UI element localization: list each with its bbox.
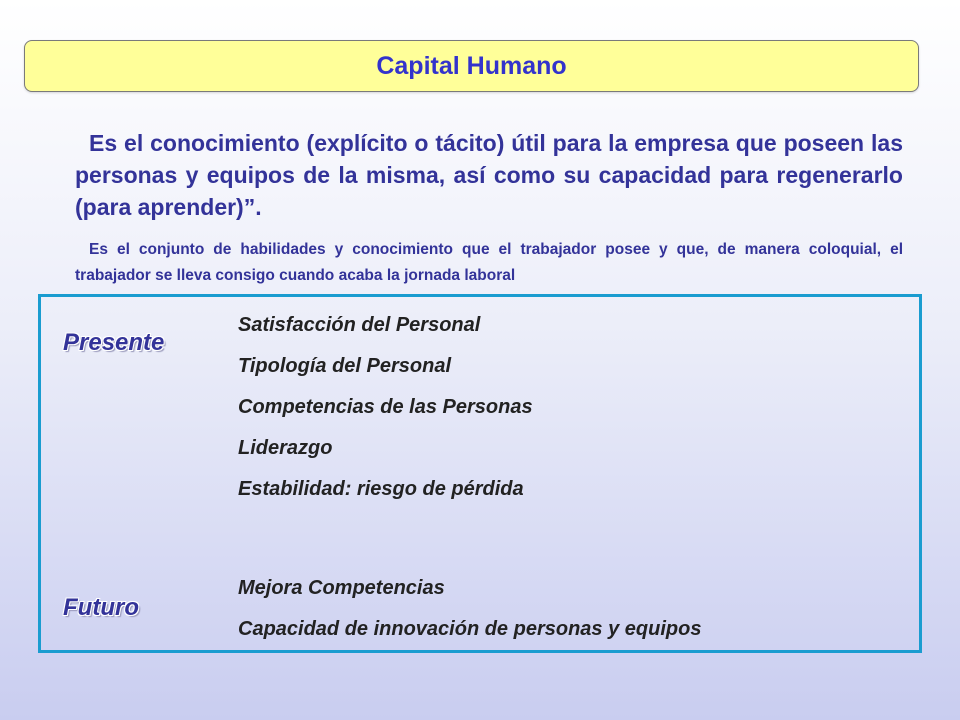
- description-text: Es el conjunto de habilidades y conocimiento que el trabajador posee y que, de manera coloquial, el trabajador se lleva consigo cuando acaba la jornada laboral: [75, 241, 903, 284]
- list-item: Mejora Competencias: [238, 577, 445, 599]
- section-label-presente: Presente: [63, 329, 165, 356]
- definition-paragraph: [75, 127, 903, 223]
- list-item: Liderazgo: [238, 437, 333, 459]
- list-item: Satisfacción del Personal: [238, 314, 481, 336]
- definition-text: Es el conocimiento (explícito o tácito) útil para la empresa que poseen las personas y equipos de la misma, así como su capacidad para regenerarlo (para aprender)”.: [75, 130, 903, 220]
- description-paragraph: [75, 237, 903, 289]
- list-item: Competencias de las Personas: [238, 396, 533, 418]
- list-item: Tipología del Personal: [238, 355, 452, 377]
- slide-title: Capital Humano: [376, 51, 567, 80]
- list-item: Estabilidad: riesgo de pérdida: [238, 478, 524, 500]
- list-item: Capacidad de innovación de personas y equipos: [238, 618, 702, 640]
- futuro-list: [238, 576, 701, 658]
- presente-list: [238, 313, 533, 518]
- title-box: [24, 40, 919, 92]
- section-label-futuro: Futuro: [63, 594, 139, 621]
